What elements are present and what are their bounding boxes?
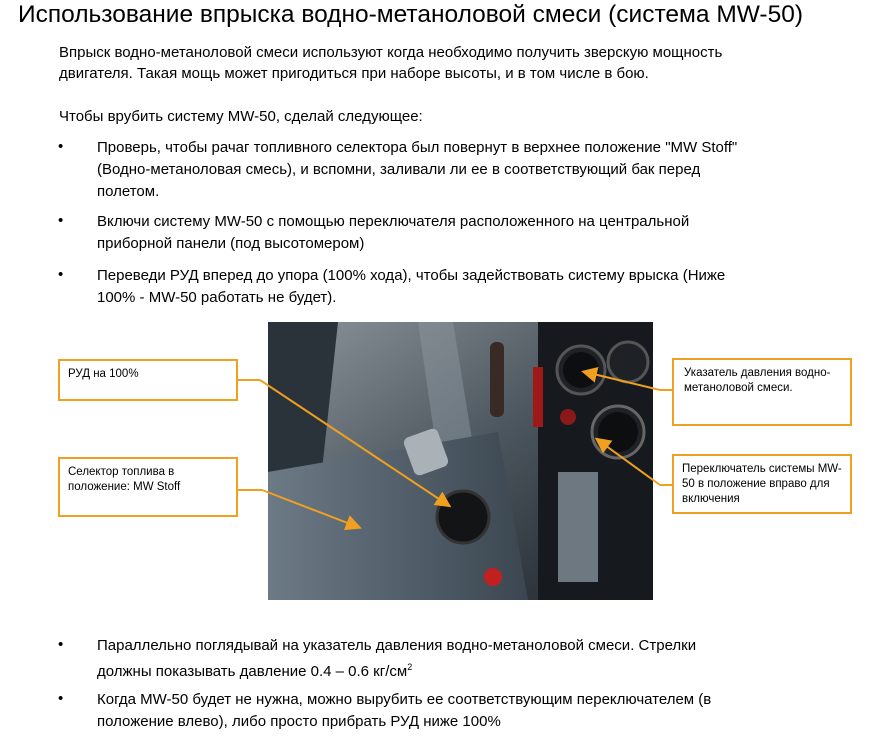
bullet-2-line-2: приборной панели (под высотомером) — [97, 235, 365, 252]
bullet-dot: • — [58, 266, 64, 283]
intro-line-1: Впрыск водно-метаноловой смеси используют когда необходимо получить зверскую мощность — [59, 44, 723, 61]
callout-fuel-selector — [58, 457, 238, 517]
callout-pressure-gauge — [672, 358, 852, 426]
bottom-bullet-2-line-1: Когда MW-50 будет не нужна, можно вырубить ее соответствующим переключателем (в — [97, 691, 712, 708]
bullet-2-line-1: Включи систему MW-50 с помощью переключателя расположенного на центральной — [97, 213, 690, 230]
steps-heading: Чтобы врубить систему MW-50, сделай следующее: — [59, 108, 423, 125]
bottom-bullet-1-line-1: Параллельно поглядывай на указатель давления водно-метаноловой смеси. Стрелки — [97, 637, 697, 654]
callout-pressure-gauge-text: Указатель давления водно-метаноловой смеси. — [684, 367, 831, 394]
superscript: 2 — [407, 662, 413, 672]
callout-fuel-selector-text: Селектор топлива в положение: MW Stoff — [68, 466, 181, 493]
cockpit-illustration — [268, 322, 653, 600]
callout-mw50-switch — [672, 454, 852, 514]
bullet-dot: • — [58, 636, 64, 653]
intro-line-2: двигателя. Такая мощь может пригодиться при наборе высоты, и в том числе в бою. — [59, 65, 649, 82]
bullet-1-line-1: Проверь, чтобы рачаг топливного селектора был повернут в верхнее положение "MW Stoff" — [97, 139, 738, 156]
bullet-1-line-2: (Водно-метаноловая смесь), и вспомни, заливали ли ее в соответствующий бак перед — [97, 161, 701, 178]
callout-throttle — [58, 359, 238, 401]
bottom-bullet-2-line-2: положение влево), либо просто прибрать РУД ниже 100% — [97, 713, 501, 730]
bottom-bullet-1-line-2 — [97, 657, 862, 682]
page-title: Использование впрыска водно-метаноловой смеси (система MW-50) — [18, 1, 803, 28]
callout-throttle-text: РУД на 100% — [68, 368, 139, 380]
bullet-3-line-2: 100% - MW-50 работать не будет). — [97, 289, 337, 306]
bullet-3-line-1: Переведи РУД вперед до упора (100% хода), чтобы задействовать систему врыска (Ниже — [97, 267, 726, 284]
callout-mw50-switch-text: Переключатель системы MW-50 в положение вправо для включения — [682, 463, 842, 505]
cockpit-image — [268, 322, 653, 600]
pressure-text: должны показывать давление 0.4 – 0.6 кг/см — [97, 663, 408, 680]
bullet-dot: • — [58, 138, 64, 155]
bullet-dot: • — [58, 212, 64, 229]
bullet-1-line-3: полетом. — [97, 183, 160, 200]
bullet-dot: • — [58, 690, 64, 707]
